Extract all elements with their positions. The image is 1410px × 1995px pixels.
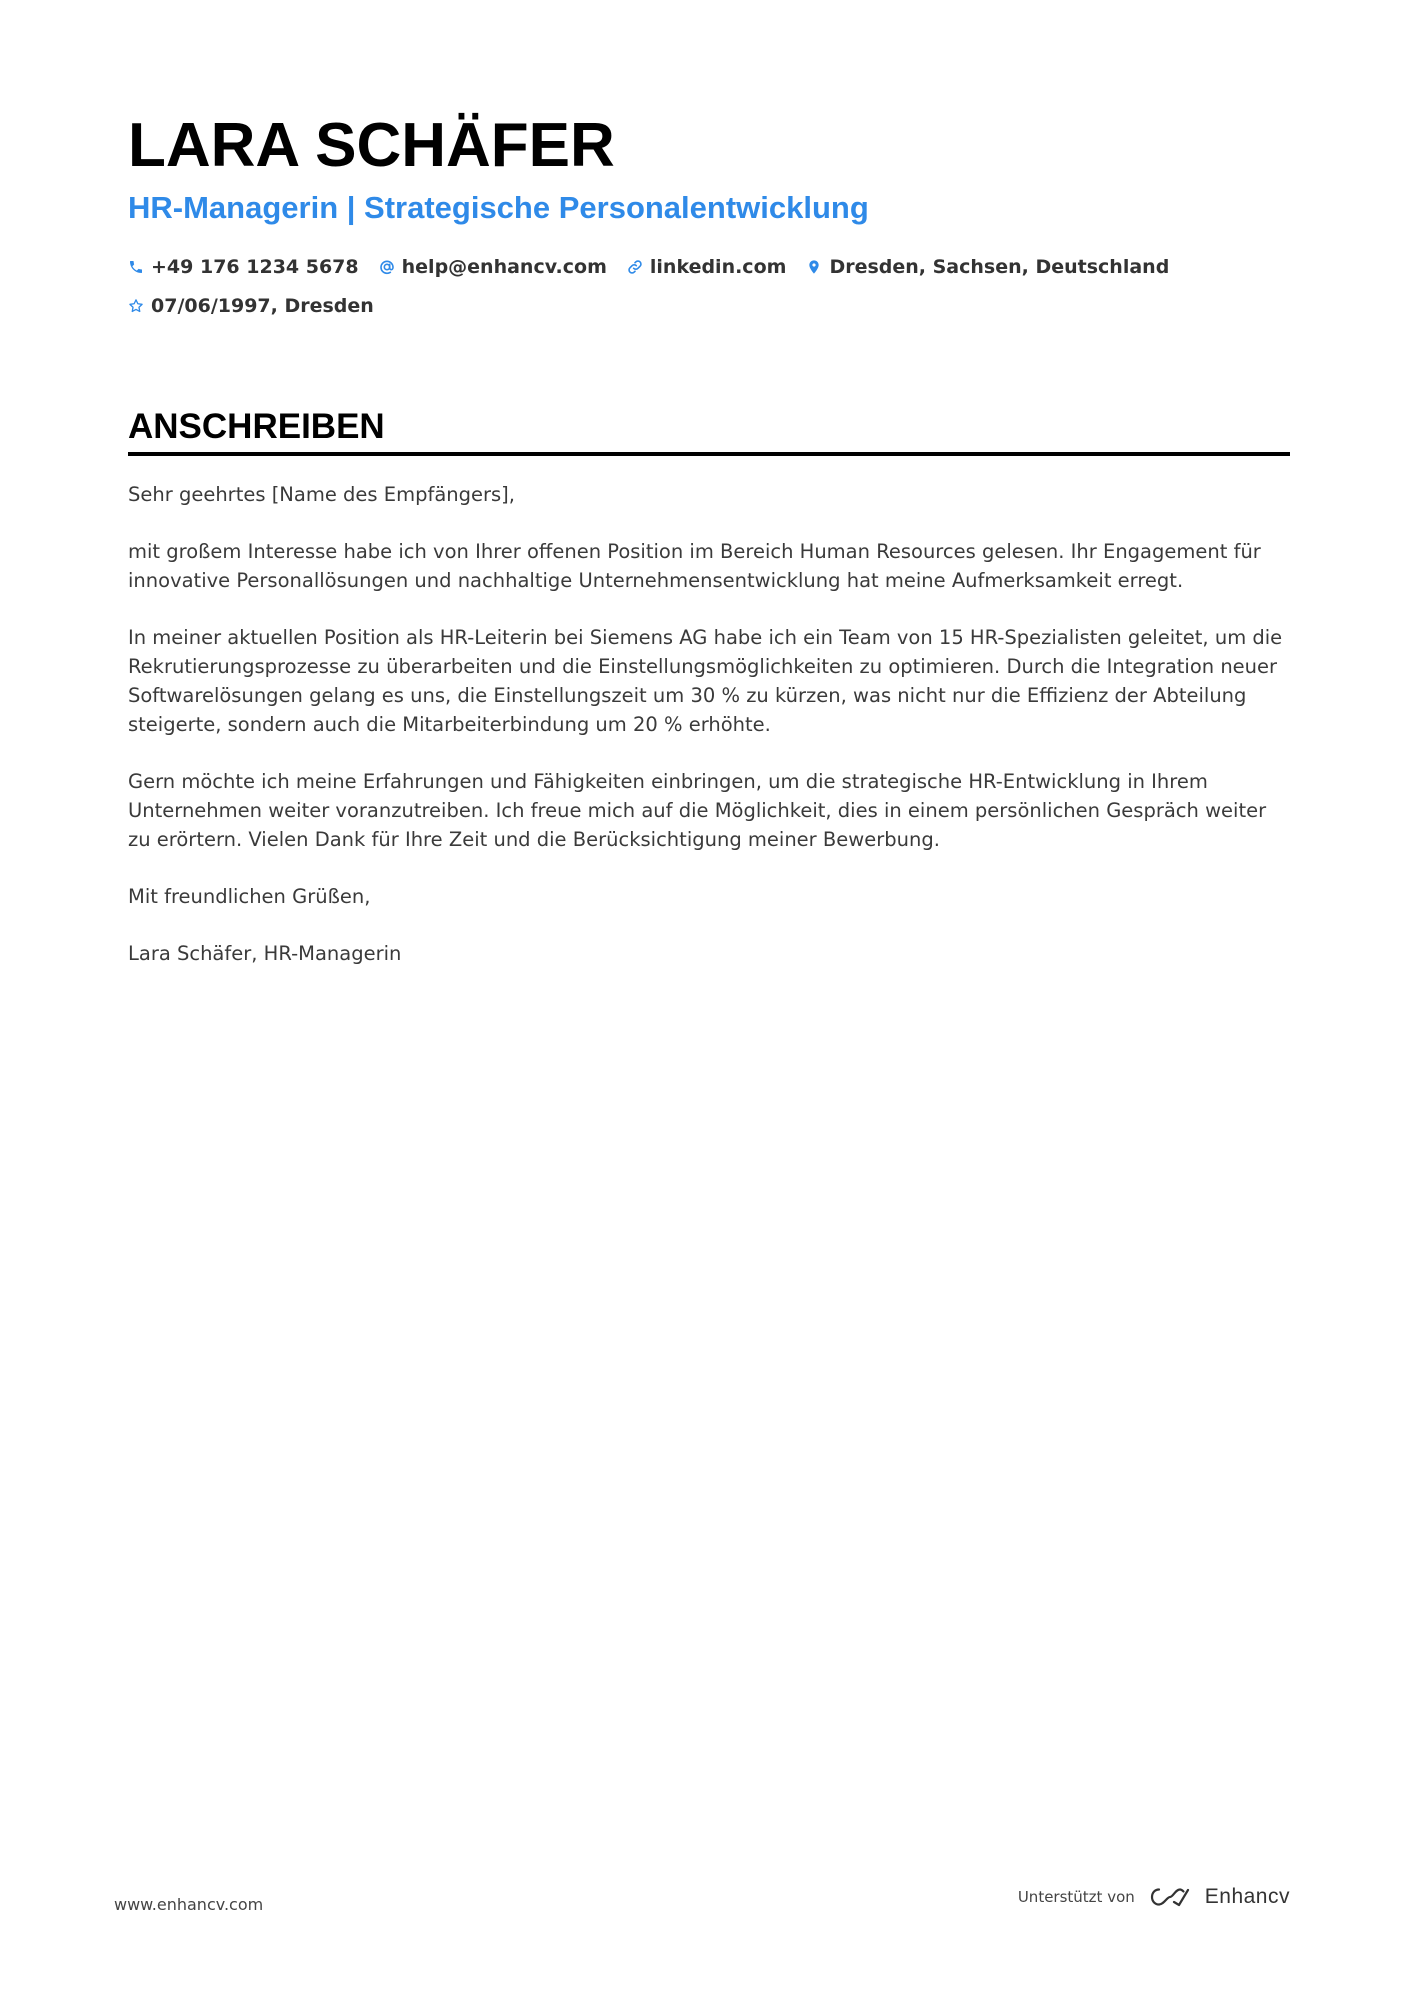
contact-row-2 [128, 293, 1290, 319]
contact-location [806, 254, 1169, 280]
contact-info [128, 254, 1290, 319]
footer-branding[interactable] [1018, 1884, 1290, 1910]
enhancv-logo-icon [1147, 1884, 1193, 1910]
phone-icon [128, 259, 144, 275]
at-icon [379, 259, 395, 275]
star-icon [128, 298, 144, 314]
candidate-name: LARA SCHÄFER [128, 111, 615, 180]
candidate-subtitle: HR-Managerin | Strategische Personalentwicklung [128, 190, 869, 225]
letter-salutation: Sehr geehrtes [Name des Empfängers], [128, 483, 515, 506]
powered-by-text: Unterstützt von [1017, 1888, 1135, 1906]
link-icon [627, 259, 643, 275]
map-pin-icon [806, 259, 822, 275]
section-cover-letter [128, 406, 1290, 456]
birth-text: 07/06/1997, Dresden [151, 295, 374, 317]
contact-email[interactable] [379, 254, 607, 280]
letter-paragraph-2: In meiner aktuellen Position als HR-Leiterin bei Siemens AG habe ich ein Team von 15 HR-Spezialisten geleitet, um die Rekrutierungsprozesse zu überarbeiten und die Einstellungsmöglichkeiten zu optimieren. Durch die Integration neuer Softwarelösungen gelang es uns, die Einstellungszeit um 30 % zu kürzen, was nicht nur die Effizienz der Abteilung steigerte, sondern auch die Mitarbeiterbindung um 20 % erhöhte. [128, 626, 1283, 736]
letter-body [128, 480, 1290, 996]
letter-paragraph-1: mit großem Interesse habe ich von Ihrer offenen Position im Bereich Human Resources gelesen. Ihr Engagement für innovative Personallösungen und nachhaltige Unternehmensentwicklung hat meine Aufmerksamkeit erregt. [128, 540, 1261, 592]
email-text: help@enhancv.com [401, 256, 607, 278]
contact-row-1 [128, 254, 1290, 280]
letter-paragraph-3: Gern möchte ich meine Erfahrungen und Fähigkeiten einbringen, um die strategische HR-Entwicklung in Ihrem Unternehmen weiter voranzutreiben. Ich freue mich auf die Möglichkeit, dies in einem persönlichen Gespräch weiter zu erörtern. Vielen Dank für Ihre Zeit und die Berücksichtigung meiner Bewerbung. [128, 770, 1267, 851]
location-text: Dresden, Sachsen, Deutschland [829, 256, 1170, 278]
letter-signature: Lara Schäfer, HR-Managerin [128, 942, 402, 965]
linkedin-text: linkedin.com [649, 256, 787, 278]
contact-birth [128, 293, 374, 319]
brand-name: Enhancv [1204, 1885, 1290, 1908]
phone-text: +49 176 1234 5678 [151, 256, 359, 278]
footer-website[interactable]: www.enhancv.com [114, 1895, 264, 1914]
section-divider [128, 452, 1290, 456]
letter-closing: Mit freundlichen Grüßen, [128, 885, 371, 908]
contact-linkedin[interactable] [627, 254, 787, 280]
resume-header [128, 108, 1290, 332]
section-heading: ANSCHREIBEN [128, 407, 385, 446]
contact-phone[interactable] [128, 254, 359, 280]
